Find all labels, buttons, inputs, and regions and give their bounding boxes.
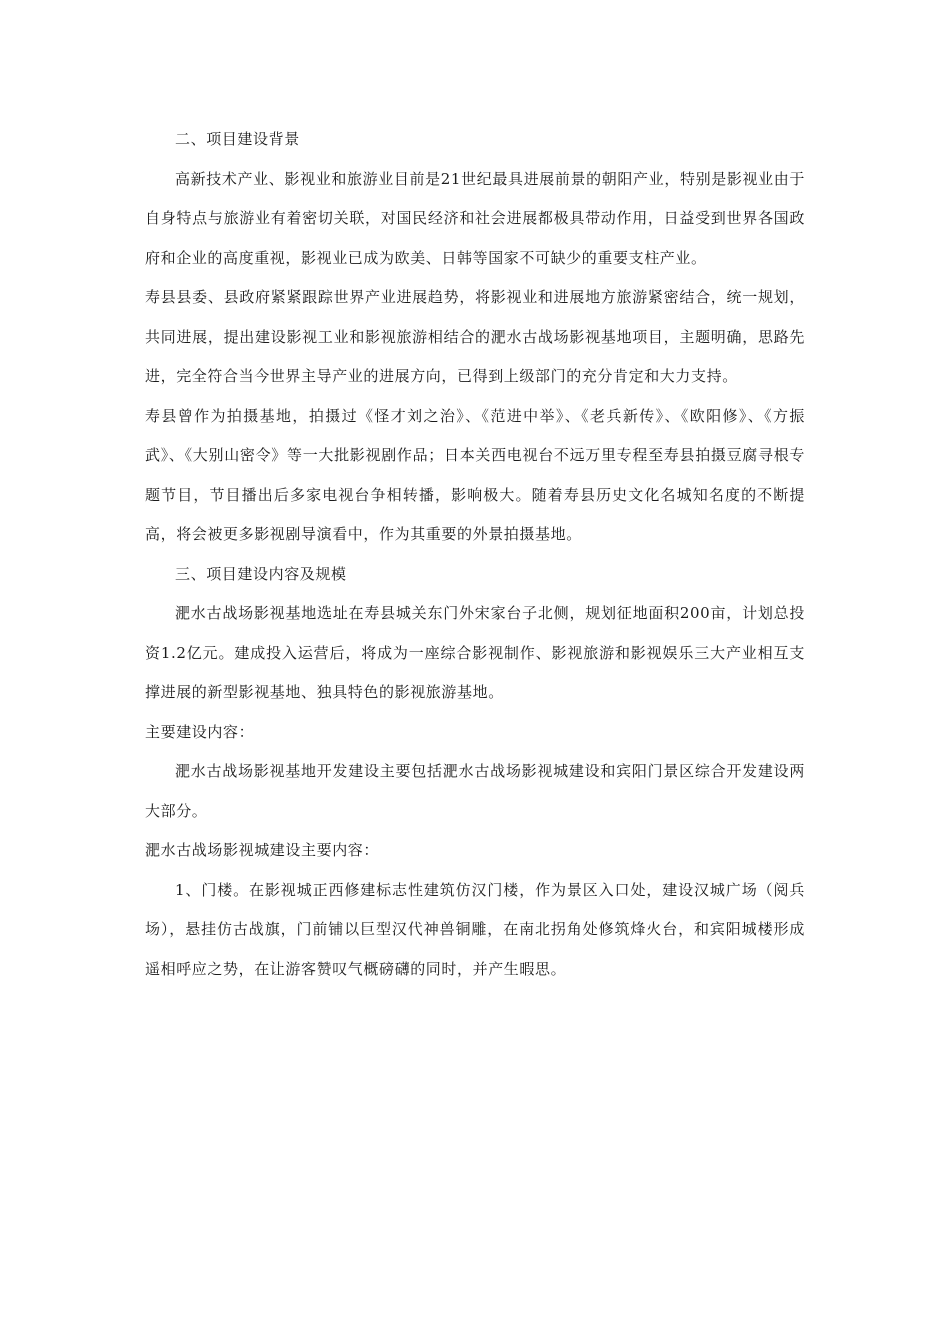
paragraph-gate-tower: 1、门楼。在影视城正西修建标志性建筑仿汉门楼，作为景区入口处，建设汉城广场（阅兵场），悬挂仿古战旗，门前铺以巨型汉代神兽铜雕，在南北拐角处修筑烽火台，和宾阳城楼形成遥相呼应之势，在让游客赞叹气概磅礴的同时，并产生暇思。 [145, 880, 805, 978]
paragraph-industry-overview: 高新技术产业、影视业和旅游业目前是21世纪最具进展前景的朝阳产业，特别是影视业由于自身特点与旅游业有着密切关联，对国民经济和社会进展都极具带动作用，日益受到世界各国政府和企业的高度重视，影视业已成为欧美、日韩等国家不可缺少的重要支柱产业。 [145, 169, 805, 267]
paragraph-filming-history: 寿县曾作为拍摄基地，拍摄过《怪才刘之治》、《范进中举》、《老兵新传》、《欧阳修》、《方振武》、《大别山密令》等一大批影视剧作品；日本关西电视台不远万里专程至寿县拍摄豆腐寻根专题节目，节目播出后多家电视台争相转播，影响极大。随着寿县历史文化名城知名度的不断提高，将会被更多影视剧导演看中，作为其重要的外景拍摄基地。 [145, 406, 805, 543]
document-body [145, 120, 805, 989]
section-heading-background: 二、项目建设背景 [175, 130, 300, 148]
label-main-contents: 主要建设内容： [145, 722, 255, 741]
paragraph-county-strategy: 寿县县委、县政府紧紧跟踪世界产业进展趋势，将影视业和进展地方旅游紧密结合，统一规划，共同进展，提出建设影视工业和影视旅游相结合的淝水古战场影视基地项目，主题明确，思路先进，完全符合当今世界主导产业的进展方向，已得到上级部门的充分肯定和大力支持。 [145, 288, 805, 385]
section-heading-scope: 三、项目建设内容及规模 [175, 564, 347, 583]
paragraph-site-investment: 淝水古战场影视基地选址在寿县城关东门外宋家台子北侧，规划征地面积200亩，计划总投资1.2亿元。建成投入运营后，将成为一座综合影视制作、影视旅游和影视娱乐三大产业相互支撑进展的新型影视基地、独具特色的影视旅游基地。 [145, 604, 805, 701]
paragraph-two-parts: 淝水古战场影视基地开发建设主要包括淝水古战场影视城建设和宾阳门景区综合开发建设两大部分。 [145, 762, 805, 820]
label-film-city-contents: 淝水古战场影视城建设主要内容： [145, 841, 380, 859]
